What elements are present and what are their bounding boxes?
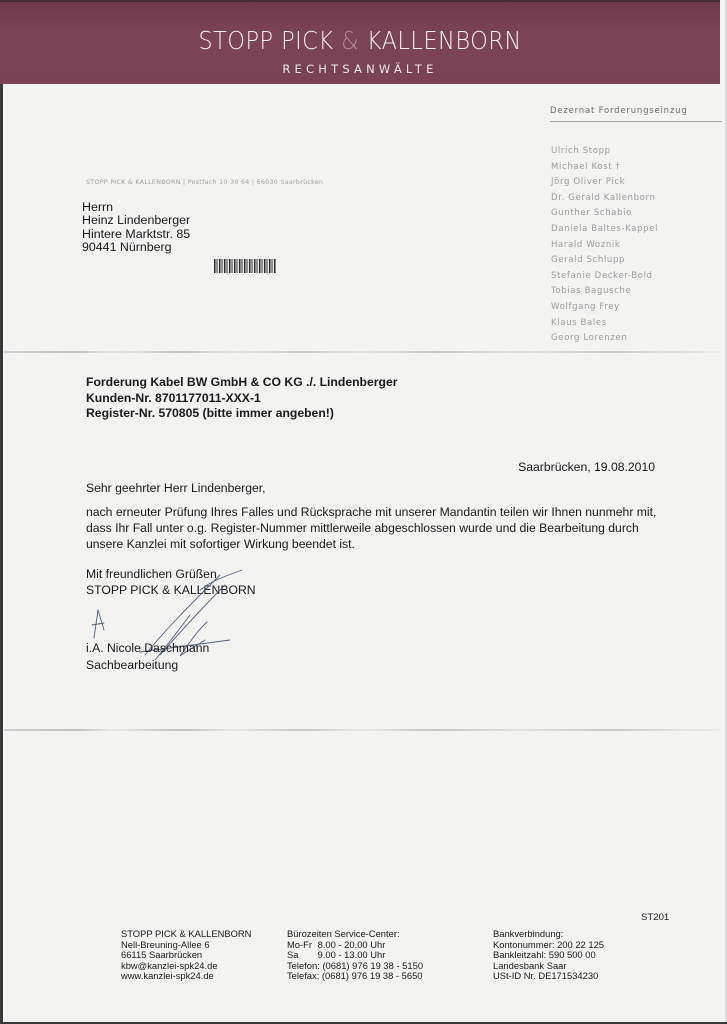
footer-city: 66115 Saarbrücken	[121, 949, 203, 961]
firm-subtitle: RECHTSANWÄLTE	[282, 62, 438, 76]
salutation: Sehr geehrter Herr Lindenberger,	[86, 481, 266, 495]
sender-return-address: STOPP PICK & KALLENBORN | Postfach 10 30 64 | 66030 Saarbrücken	[86, 179, 324, 186]
hours-day: Mo-Fr	[287, 938, 312, 950]
firm-ampersand: &	[341, 26, 360, 55]
firm-name-part1: STOPP PICK	[198, 26, 342, 55]
partner-name: Harald Woznik	[551, 239, 621, 250]
department-heading: Dezernat Forderungseinzug	[550, 106, 722, 122]
partner-name: Gunther Schabio	[551, 208, 632, 219]
signer-block	[86, 640, 209, 673]
closing-firm: STOPP PICK & KALLENBORN	[86, 582, 256, 597]
footer-email-link[interactable]: kbw@kanzlei-spk24.de	[121, 959, 218, 971]
service-fax: Telefax: (0681) 976 19 38 - 5650	[287, 970, 423, 982]
fold-line	[4, 351, 720, 353]
vat-id: USt-ID Nr. DE171534230	[493, 970, 599, 982]
barcode-icon	[214, 259, 276, 273]
place-date: Saarbrücken, 19.08.2010	[518, 460, 655, 474]
body-line: unsere Kanzlei mit sofortiger Wirkung beendet ist.	[86, 536, 355, 551]
partner-name: Georg Lorenzen	[551, 333, 628, 344]
firm-name	[36, 26, 684, 55]
footer-service-center	[287, 929, 423, 982]
page-edge-left	[0, 0, 3, 1024]
partner-name: Klaus Bales	[551, 317, 607, 328]
partner-name: Ulrich Stopp	[551, 146, 611, 156]
recipient-address	[82, 201, 190, 255]
hours-time: 9.00 - 13.00 Uhr	[317, 949, 386, 961]
partner-name: Michael Kost †	[551, 161, 621, 172]
footer-street: Nell-Breuning-Allee 6	[121, 938, 210, 950]
footer-firm: STOPP PICK & KALLENBORN	[121, 928, 252, 939]
bank-name: Landesbank Saar	[493, 959, 567, 971]
recipient-city: 90441 Nürnberg	[82, 240, 172, 255]
partner-name: Gerald Schlupp	[551, 255, 626, 266]
letter-body	[86, 505, 686, 552]
partner-name: Dr. Gerald Kallenborn	[551, 192, 656, 203]
fold-line	[4, 729, 720, 731]
recipient-street: Hintere Marktstr. 85	[82, 226, 191, 241]
hours-time: 8.00 - 20.00 Uhr	[317, 938, 386, 950]
partner-list	[551, 144, 658, 347]
footer-address	[121, 929, 251, 982]
firm-name-part2: KALLENBORN	[359, 26, 522, 55]
subject-line-customer-number: Kunden-Nr. 8701177011-XXX-1	[86, 390, 261, 405]
recipient-name: Heinz Lindenberger	[82, 213, 191, 228]
document-code: ST201	[641, 912, 670, 923]
body-line: dass Ihr Fall unter o.g. Register-Nummer mittlerweile abgeschlossen wurde und die Bearbeitung durch	[86, 520, 639, 535]
bank-sort-code: Bankleitzahl: 590 500 00	[493, 949, 596, 961]
partner-name: Wolfgang Frey	[551, 301, 620, 312]
signer-role: Sachbearbeitung	[86, 657, 179, 672]
closing-greeting: Mit freundlichen Grüßen	[86, 567, 217, 581]
body-line: nach erneuter Prüfung Ihres Falles und Rücksprache mit unserer Mandantin teilen wir Ihnen nunmehr mit,	[86, 505, 657, 519]
recipient-salutation: Herrn	[82, 200, 113, 214]
subject-block	[86, 375, 397, 422]
footer-bank-details	[493, 929, 604, 982]
partner-name: Jörg Oliver Pick	[551, 177, 626, 188]
bank-account-number: Kontonummer: 200 22 125	[493, 938, 605, 950]
subject-line-register-number: Register-Nr. 570805 (bitte immer angeben!)	[86, 406, 334, 421]
letterhead-banner	[0, 0, 720, 84]
hours-day: Sa	[287, 949, 299, 961]
partner-name: Daniela Baltes-Kappel	[551, 223, 659, 234]
signer-name: i.A. Nicole Daschmann	[86, 641, 210, 655]
partner-name: Tobias Bagusche	[551, 286, 632, 297]
service-title: Bürozeiten Service-Center:	[287, 928, 400, 939]
footer-website-link[interactable]: www.kanzlei-spk24.de	[121, 970, 214, 982]
service-phone: Telefon: (0681) 976 19 38 - 5150	[287, 959, 424, 971]
partner-name: Stefanie Decker-Bold	[551, 270, 653, 281]
bank-title: Bankverbindung:	[493, 928, 564, 939]
subject-line-claim: Forderung Kabel BW GmbH & CO KG ./. Lindenberger	[86, 375, 398, 389]
